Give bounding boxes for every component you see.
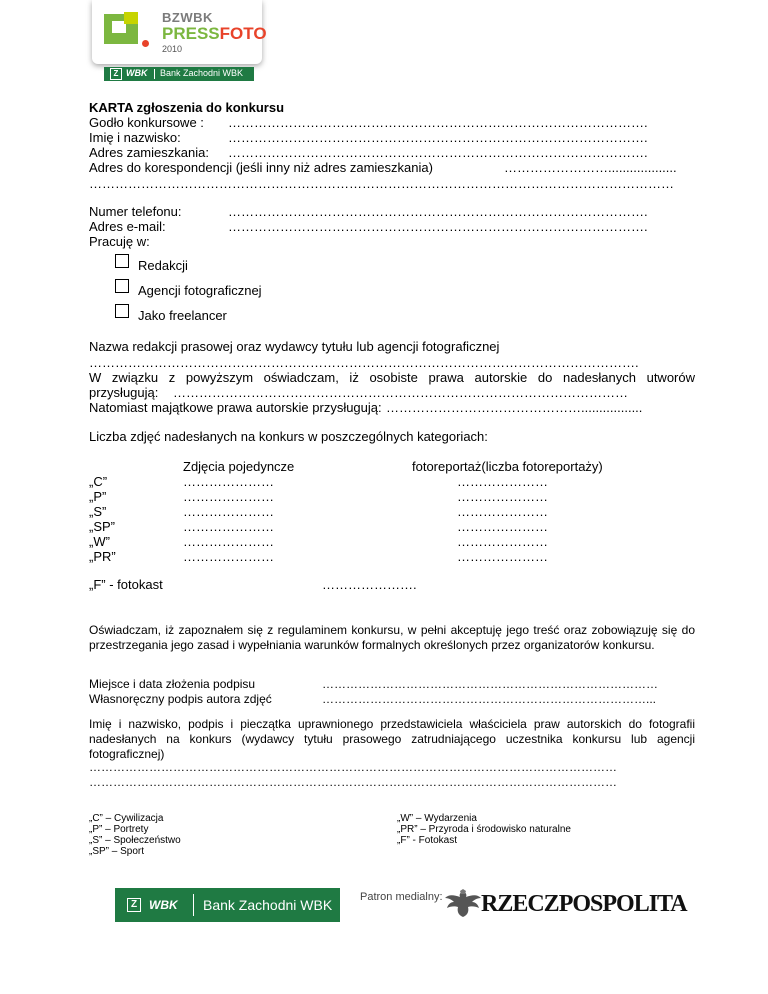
option-freelancer: Jako freelancer [138,308,227,323]
single-dots-p[interactable]: ………………… [183,489,274,504]
form-title: KARTA zgłoszenia do konkursu [89,100,285,115]
rights-dots[interactable]: …………………………………………………………………………………………… [173,385,628,400]
single-dots-pr[interactable]: ………………… [183,549,274,564]
property-rights-text: Natomiast majątkowe prawa autorskie przysługują: [89,400,382,415]
rights-text: W związku z powyższym oświadczam, iż osobiste prawa autorskie do nadesłanych utworów [89,370,695,385]
legend-sp: „SP” – Sport [89,846,145,857]
representative-text: Imię i nazwisko, podpis i pieczątka uprawnionego przedstawiciela właściciela praw autorskich do fotografii nadesłanych na konkurs (wydawcy tytułu prasowego zatrudniającego uczestnika konkursu lub agencji fotograficznej) [89,717,695,761]
field-dots-correspondence[interactable]: ……………………................... [504,160,677,175]
field-label-phone: Numer telefonu: [89,204,182,219]
full-dots-line[interactable]: ……………………………………………………………………………………………………………………… [89,176,674,191]
option-editorial: Redakcji [138,258,188,273]
bank-name: Bank Zachodni WBK [203,897,333,913]
editor-label: Nazwa redakcji prasowej oraz wydawcy tytułu lub agencji fotograficznej [89,339,500,354]
checkbox-freelancer[interactable] [115,304,129,318]
field-label-email: Adres e-mail: [89,219,166,234]
col-header-single: Zdjęcia pojedyncze [183,459,295,474]
single-dots-sp[interactable]: ………………… [183,519,274,534]
category-pr: „PR” [89,549,116,564]
logo-brand: BZWBK [162,10,213,25]
category-p: „P” [89,489,107,504]
patron-label: Patron medialny: [360,891,443,903]
bank-name: Bank Zachodni WBK [160,68,244,78]
field-label-correspondence: Adres do korespondencji (jeśli inny niż adres zamieszkania) [89,160,433,175]
field-dots-name[interactable]: ……………………………………………………………………………………. [228,130,648,145]
signature-label: Własnoręczny podpis autora zdjęć [89,692,272,706]
report-dots-pr[interactable]: ………………… [457,549,548,564]
logo-dot-icon [142,40,149,47]
field-label-name: Imię i nazwisko: [89,130,181,145]
bank-divider [193,894,194,916]
eagle-icon [444,888,482,918]
bank-divider [154,69,155,79]
logo-press-text: PRESS [162,24,220,43]
report-dots-w[interactable]: ………………… [457,534,548,549]
single-dots-w[interactable]: ………………… [183,534,274,549]
legend-s: „S” – Społeczeństwo [89,835,181,846]
legend-f: „F” - Fotokast [397,835,458,846]
representative-dots-1[interactable]: …………………………………………………………………………………………………………………… [89,760,617,774]
legend-pr: „PR” – Przyroda i środowisko naturalne [397,824,571,835]
category-s: „S” [89,504,107,519]
logo-pressfoto [162,24,267,44]
col-header-report: fotoreportaż(liczba fotoreportaży) [412,459,603,474]
count-label: Liczba zdjęć nadesłanych na konkurs w poszczególnych kategoriach: [89,429,488,444]
bank-logo-header [104,67,254,81]
press-foto-logo [92,0,267,64]
single-dots-c[interactable]: ………………… [183,474,274,489]
category-c: „C” [89,474,108,489]
signature-dots[interactable]: ………………………………………………………………………... [322,692,657,706]
field-dots-address[interactable]: ……………………………………………………………………………………. [228,145,648,160]
bank-wbk-text: WBK [149,898,178,912]
report-dots-c[interactable]: ………………… [457,474,548,489]
editor-dots[interactable]: ………………………………………………………………………………………………………………. [89,355,639,370]
fotokast-dots[interactable]: …………………. [322,577,417,592]
report-dots-sp[interactable]: ………………… [457,519,548,534]
checkbox-editorial[interactable] [115,254,129,268]
field-dots-email[interactable]: ……………………………………………………………………………………. [228,219,648,234]
property-rights-dots[interactable]: ………………………………………................. [386,400,643,415]
representative-dots-2[interactable]: …………………………………………………………………………………………………………………… [89,775,617,789]
logo-mark-icon [104,14,138,44]
report-dots-p[interactable]: ………………… [457,489,548,504]
declaration-text: Oświadczam, iż zapoznałem się z regulaminem konkursu, w pełni akceptuję jego treść oraz zobowiązuję się do przestrzegania jego zasad i wypełniania warunków formalnych określonych przez organizatorów konkursu. [89,623,695,652]
category-w: „W” [89,534,110,549]
bank-wbk-text: WBK [126,68,148,78]
bank-logo-footer [115,888,340,922]
place-date-dots[interactable]: ………………………………………………………………………… [322,677,658,691]
work-label: Pracuję w: [89,234,150,249]
field-label-codename: Godło konkursowe : [89,115,204,130]
field-label-address: Adres zamieszkania: [89,145,209,160]
fotokast-label: „F” - fotokast [89,577,163,592]
single-dots-s[interactable]: ………………… [183,504,274,519]
report-dots-s[interactable]: ………………… [457,504,548,519]
option-agency: Agencji fotograficznej [138,283,262,298]
logo-foto-text: FOTO [219,24,267,43]
field-dots-codename[interactable]: ……………………………………………………………………………………. [228,115,648,130]
bank-z-icon: Z [110,68,122,80]
field-dots-phone[interactable]: ……………………………………………………………………………………. [228,204,648,219]
category-sp: „SP” [89,519,115,534]
bank-z-icon: Z [127,898,141,912]
legend-p: „P” – Portrety [89,824,149,835]
rights-text-2: przysługują: [89,385,159,400]
legend-w: „W” – Wydarzenia [397,813,477,824]
legend-c: „C” – Cywilizacja [89,813,164,824]
patron-name: RZECZPOSPOLITA [481,891,687,917]
checkbox-agency[interactable] [115,279,129,293]
place-date-label: Miejsce i data złożenia podpisu [89,677,256,691]
logo-year: 2010 [162,44,183,54]
